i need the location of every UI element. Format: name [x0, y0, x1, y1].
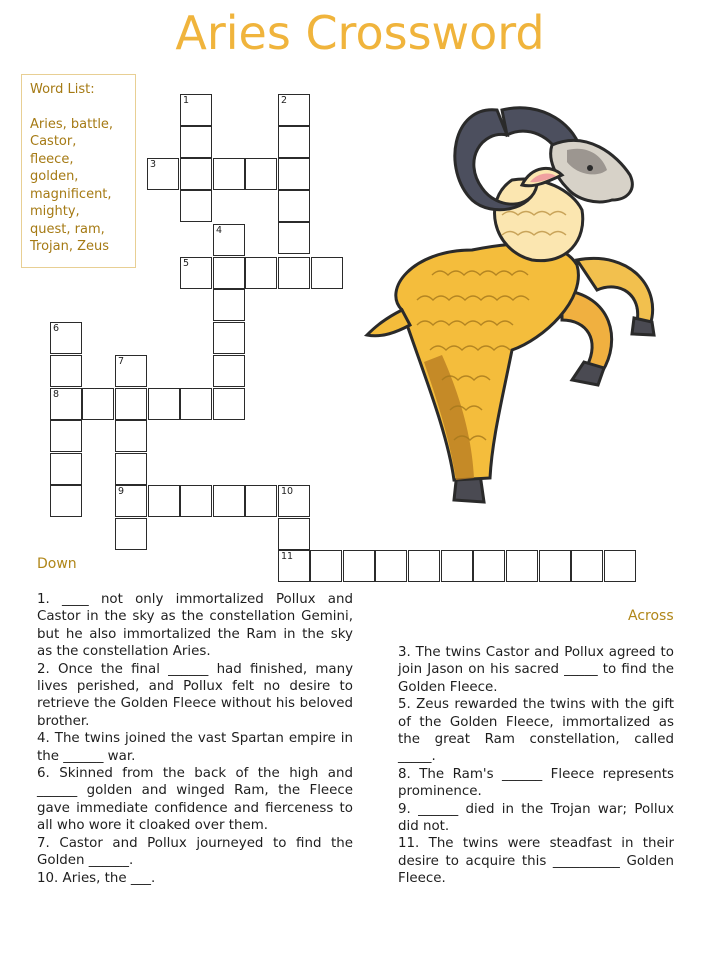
clue-number: 2	[281, 95, 288, 106]
grid-cell[interactable]	[571, 550, 603, 582]
grid-cell[interactable]	[278, 222, 310, 254]
clue-number: 10	[281, 486, 294, 497]
word-item: Trojan,	[30, 239, 73, 254]
word-list-words	[30, 116, 127, 256]
ram-illustration	[362, 100, 662, 520]
grid-cell[interactable]	[82, 388, 114, 420]
grid-cell[interactable]	[180, 158, 212, 190]
word-item: mighty,	[30, 204, 80, 219]
down-clue: 7. Castor and Pollux journeyed to find the Golden ______.	[37, 835, 353, 869]
down-clues	[37, 591, 353, 887]
clue-number: 7	[118, 356, 125, 367]
grid-cell[interactable]	[213, 224, 245, 256]
grid-cell[interactable]	[245, 257, 277, 289]
page-title: Aries Crossword	[175, 6, 545, 60]
grid-cell[interactable]	[343, 550, 375, 582]
clue-number: 8	[53, 389, 60, 400]
across-clue: 9. ______ died in the Trojan war; Pollux did not.	[398, 801, 674, 835]
across-clue: 3. The twins Castor and Pollux agreed to join Jason on his sacred _____ to find the Golden Fleece.	[398, 645, 674, 695]
down-clue: 4. The twins joined the vast Spartan empire in the ______ war.	[37, 731, 353, 764]
word-item: Zeus	[77, 239, 110, 254]
grid-cell[interactable]	[50, 485, 82, 517]
grid-cell[interactable]	[278, 485, 310, 517]
grid-cell[interactable]	[50, 322, 82, 354]
grid-cell[interactable]	[213, 158, 245, 190]
grid-cell[interactable]	[278, 257, 310, 289]
down-clue: 1. ____ not only immortalized Pollux and Castor in the sky as the constellation Gemini, but he also immortalized the Ram in the sky as the constellation Aries.	[37, 592, 353, 660]
grid-cell[interactable]	[213, 322, 245, 354]
grid-cell[interactable]	[213, 355, 245, 387]
clue-number: 11	[281, 551, 294, 562]
grid-cell[interactable]	[278, 190, 310, 222]
word-item: golden,	[30, 169, 79, 184]
grid-cell[interactable]	[278, 550, 310, 582]
word-item: Aries,	[30, 116, 67, 132]
grid-cell[interactable]	[539, 550, 571, 582]
clue-number: 3	[150, 159, 157, 170]
word-item: battle,	[70, 116, 114, 132]
across-clue: 11. The twins were steadfast in their desire to acquire this __________ Golden Fleece.	[398, 836, 674, 887]
grid-cell[interactable]	[213, 289, 245, 321]
grid-cell[interactable]	[278, 158, 310, 190]
grid-cell[interactable]	[604, 550, 636, 582]
word-item: Castor,	[30, 134, 77, 149]
grid-cell[interactable]	[115, 388, 147, 420]
grid-cell[interactable]	[50, 420, 82, 452]
across-heading: Across	[628, 608, 674, 624]
grid-cell[interactable]	[148, 388, 180, 420]
grid-cell[interactable]	[50, 388, 82, 420]
down-clue: 6. Skinned from the back of the high and ______ golden and winged Ram, the Fleece gave immediate confidence and fierceness to all who wore it cloaked over them.	[37, 766, 353, 834]
grid-cell[interactable]	[50, 355, 82, 387]
grid-cell[interactable]	[115, 518, 147, 550]
clue-number: 1	[183, 95, 190, 106]
word-item: fleece,	[30, 151, 74, 167]
grid-cell[interactable]	[278, 518, 310, 550]
grid-cell[interactable]	[213, 388, 245, 420]
grid-cell[interactable]	[278, 126, 310, 158]
grid-cell[interactable]	[245, 485, 277, 517]
grid-cell[interactable]	[506, 550, 538, 582]
down-heading: Down	[37, 556, 77, 572]
grid-cell[interactable]	[115, 355, 147, 387]
word-item: quest,	[30, 221, 71, 237]
grid-cell[interactable]	[148, 485, 180, 517]
across-clue: 5. Zeus rewarded the twins with the gift of the Golden Fleece, immortalized as the great Ram constellation, called _____.	[398, 697, 674, 765]
down-clue: 10. Aries, the ___.	[37, 870, 156, 886]
grid-cell[interactable]	[180, 257, 212, 289]
across-clue: 8. The Ram's ______ Fleece represents prominence.	[398, 766, 674, 800]
grid-cell[interactable]	[213, 257, 245, 289]
grid-cell[interactable]	[147, 158, 179, 190]
across-clues	[398, 644, 674, 888]
grid-cell[interactable]	[310, 550, 342, 582]
word-item: magnificent,	[30, 186, 112, 202]
word-list-box	[21, 74, 136, 268]
grid-cell[interactable]	[213, 485, 245, 517]
grid-cell[interactable]	[180, 388, 212, 420]
grid-cell[interactable]	[278, 94, 310, 126]
word-item: ram,	[74, 221, 105, 237]
clue-number: 6	[53, 323, 60, 334]
grid-cell[interactable]	[180, 94, 212, 126]
grid-cell[interactable]	[180, 126, 212, 158]
grid-cell[interactable]	[180, 190, 212, 222]
word-list-heading: Word List:	[30, 82, 95, 97]
grid-cell[interactable]	[50, 453, 82, 485]
grid-cell[interactable]	[375, 550, 407, 582]
grid-cell[interactable]	[473, 550, 505, 582]
clue-number: 5	[183, 258, 190, 269]
grid-cell[interactable]	[408, 550, 440, 582]
grid-cell[interactable]	[115, 485, 147, 517]
grid-cell[interactable]	[115, 453, 147, 485]
clue-number: 4	[216, 225, 223, 236]
grid-cell[interactable]	[311, 257, 343, 289]
grid-cell[interactable]	[245, 158, 277, 190]
down-clue: 2. Once the final ______ had finished, many lives perished, and Pollux felt no desire to retrieve the Golden Fleece without his beloved brother.	[37, 661, 353, 729]
grid-cell[interactable]	[441, 550, 473, 582]
grid-cell[interactable]	[115, 420, 147, 452]
clue-number: 9	[118, 486, 125, 497]
grid-cell[interactable]	[180, 485, 212, 517]
